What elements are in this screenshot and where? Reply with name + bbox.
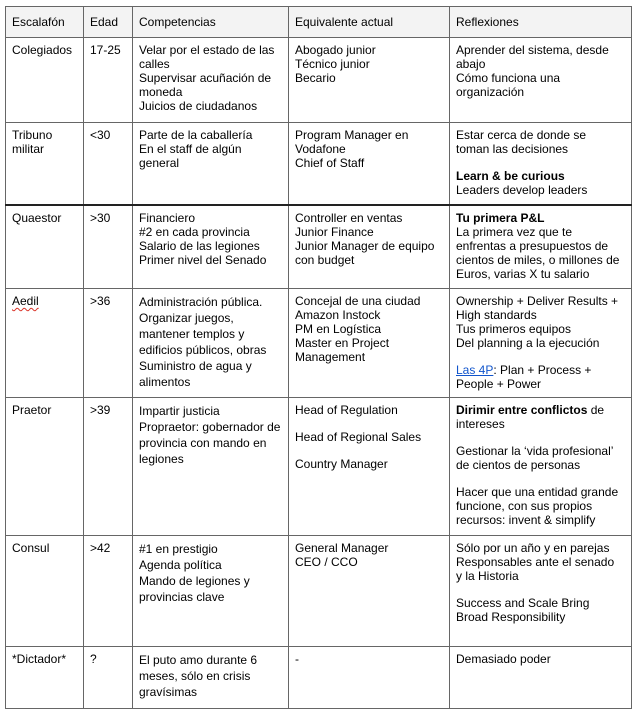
age-cell: >39 [84,398,133,536]
rank-cell: Colegiados [6,38,84,123]
age-cell: >30 [84,205,133,289]
header-equivalent: Equivalente actual [289,7,450,38]
skills-cell: Parte de la caballería En el staff de algún general [133,123,289,205]
age-cell: >36 [84,289,133,398]
equivalent-cell: Program Manager en Vodafone Chief of Staff [289,123,450,205]
equivalent-cell: General Manager CEO / CCO [289,536,450,647]
spellcheck-word: Aedil [12,294,39,308]
equivalent-cell: - [289,647,450,709]
skills-cell: Velar por el estado de las calles Supervisar acuñación de moneda Juicios de ciudadanos [133,38,289,123]
reflections-cell: Sólo por un año y en parejas Responsables ante el senado y la Historia Success and Scale Bring Broad Responsibility [450,536,632,647]
reflections-cell: Tu primera P&L La primera vez que te enfrentas a presupuestos de cientos de miles, o millones de Euros, varias X tu salario [450,205,632,289]
table-row [6,123,632,205]
age-cell: >42 [84,536,133,647]
table-row [6,536,632,647]
table-row [6,205,632,289]
table-row [6,647,632,709]
header-rank: Escalafón [6,7,84,38]
rank-cell: Quaestor [6,205,84,289]
age-cell: ? [84,647,133,709]
header-skills: Competencias [133,7,289,38]
reflections-cell: Ownership + Deliver Results + High standards Tus primeros equipos Del planning a la ejecución Las 4P: Plan + Process + People + Power [450,289,632,398]
equivalent-cell: Controller en ventas Junior Finance Junior Manager de equipo con budget [289,205,450,289]
age-cell: 17-25 [84,38,133,123]
equivalent-cell: Concejal de una ciudad Amazon Instock PM en Logística Master en Project Management [289,289,450,398]
skills-cell: Financiero #2 en cada provincia Salario de las legiones Primer nivel del Senado [133,205,289,289]
equivalent-cell: Abogado junior Técnico junior Becario [289,38,450,123]
table-row [6,38,632,123]
reflection-highlight: Tu primera P&L [456,210,545,225]
rank-cell: *Dictador* [6,647,84,709]
table-row [6,398,632,536]
skills-cell: El puto amo durante 6 meses, sólo en crisis gravísimas [133,647,289,709]
las-4p-link[interactable]: Las 4P [456,363,494,377]
table-row [6,289,632,398]
reflection-highlight: Dirimir entre conflictos [456,403,588,417]
reflections-cell: Dirimir entre conflictos de intereses Gestionar la ‘vida profesional’ de cientos de personas Hacer que una entidad grande funcione, con sus propios recursos: invent & simplify [450,398,632,536]
rank-cell [6,289,84,398]
skills-cell: Administración pública. Organizar juegos, mantener templos y edificios públicos, obras Suministro de agua y alimentos [133,289,289,398]
reflections-cell: Demasiado poder [450,647,632,709]
reflections-cell: Aprender del sistema, desde abajo Cómo funciona una organización [450,38,632,123]
rank-cell: Tribuno militar [6,123,84,205]
header-reflections: Reflexiones [450,7,632,38]
rank-cell: Consul [6,536,84,647]
skills-cell: Impartir justicia Propraetor: gobernador de provincia con mando en legiones [133,398,289,536]
skills-cell: #1 en prestigio Agenda política Mando de legiones y provincias clave [133,536,289,647]
age-cell: <30 [84,123,133,205]
equivalent-cell: Head of Regulation Head of Regional Sales Country Manager [289,398,450,536]
rank-cell: Praetor [6,398,84,536]
roman-career-table [5,6,632,709]
reflections-cell: Estar cerca de donde se toman las decisiones Learn & be curious Leaders develop leaders [450,123,632,205]
header-row [6,7,632,38]
header-age: Edad [84,7,133,38]
reflection-highlight: Learn & be curious [456,169,565,183]
